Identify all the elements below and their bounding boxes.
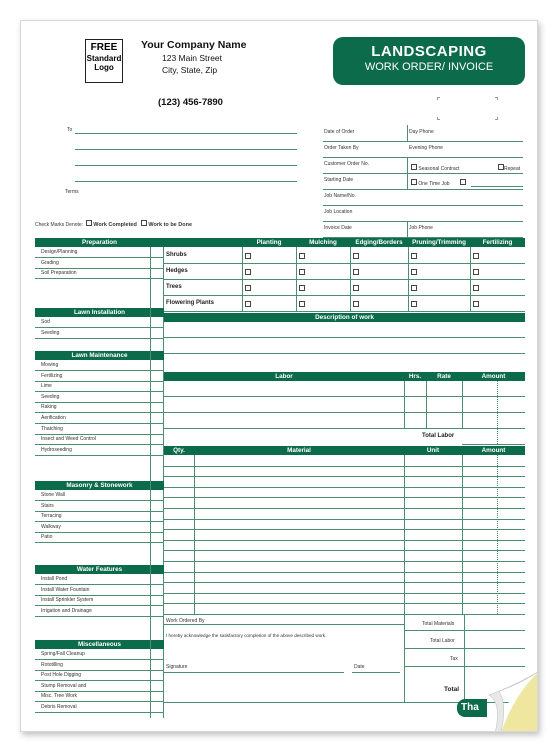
service-row-line[interactable]	[35, 402, 164, 403]
planting-row-label: Trees	[166, 284, 182, 290]
service-item: Soil Preparation	[41, 270, 77, 277]
section-header-lawn-installation: Lawn Installation	[35, 308, 164, 317]
service-check-column	[150, 247, 151, 718]
total-labor-label: Total Labor	[430, 638, 455, 644]
service-item: Sod	[41, 319, 50, 325]
service-item: Insect and Weed Control	[41, 436, 96, 443]
service-item: Spring/Fall Cleanup	[41, 651, 85, 657]
section-header-lawn-maintenance: Lawn Maintenance	[35, 351, 164, 360]
seasonal-contract-label: Seasonal Contract	[418, 166, 460, 172]
service-row-line[interactable]	[35, 434, 164, 435]
service-item: Stairs	[41, 502, 54, 509]
material-row-line[interactable]	[164, 476, 525, 477]
material-column-divider	[194, 455, 195, 614]
planting-column-divider	[350, 247, 351, 312]
planting-checkbox[interactable]	[411, 301, 417, 307]
planting-column-header: Fertilizing	[482, 239, 513, 246]
material-row-line[interactable]	[164, 497, 525, 498]
labor-column-divider	[462, 381, 463, 428]
description-line[interactable]	[164, 353, 525, 354]
planting-checkbox[interactable]	[299, 253, 305, 259]
work-to-be-done-label: Work to be Done	[148, 222, 193, 228]
check-marks-legend	[35, 220, 192, 228]
crop-mark	[495, 117, 498, 120]
material-row-line[interactable]	[164, 540, 525, 541]
service-item: Fertilizing	[41, 372, 63, 379]
one-time-job-label: One Time Job	[418, 181, 450, 187]
planting-column-header: Pruning/Trimming	[412, 239, 466, 246]
service-item: Thatching	[41, 425, 63, 432]
labor-column-divider	[497, 381, 498, 444]
repeat-label: Repeat	[504, 166, 521, 172]
to-line[interactable]	[75, 149, 297, 150]
planting-checkbox[interactable]	[473, 269, 479, 275]
service-row-line[interactable]	[35, 670, 164, 671]
day-phone-label: Day Phone	[409, 129, 434, 135]
material-column-divider	[497, 455, 498, 614]
service-item: Terracing	[41, 513, 62, 520]
thank-you-banner: Tha	[457, 699, 487, 717]
service-item: Stone Wall	[41, 492, 65, 498]
crop-mark	[437, 117, 440, 120]
signature-label: Signature	[166, 664, 188, 670]
service-item: Seeding	[41, 329, 60, 336]
material-table	[164, 446, 525, 614]
seasonal-contract-option[interactable]	[411, 164, 460, 172]
service-item: Stump Removal and	[41, 682, 87, 689]
logo-line1: FREE	[90, 42, 118, 53]
logo-placeholder	[85, 39, 123, 83]
planting-column-header: Mulching	[309, 239, 337, 246]
service-row-line[interactable]	[35, 521, 164, 522]
service-row-line[interactable]	[35, 278, 164, 279]
planting-grid	[164, 238, 525, 312]
service-row-line[interactable]	[35, 391, 164, 392]
material-row-line[interactable]	[164, 550, 525, 551]
document-subtitle: WORK ORDER/ INVOICE	[364, 61, 494, 73]
planting-column-divider	[296, 247, 297, 312]
labor-row-line[interactable]	[164, 412, 525, 413]
planting-column-header: Planting	[256, 239, 282, 246]
other-option[interactable]	[460, 179, 466, 187]
service-item: Hydroseeding	[41, 446, 72, 453]
service-row-line[interactable]	[35, 680, 164, 681]
work-ordered-by-label: Work Ordered By	[166, 618, 205, 624]
material-row-line[interactable]	[164, 487, 525, 488]
planting-row-label: Flowering Plants	[166, 300, 215, 306]
service-row-line[interactable]	[35, 542, 164, 543]
service-row-line[interactable]	[35, 605, 164, 606]
tax-label: Tax	[450, 656, 458, 662]
seasonal-contract-checkbox[interactable]	[411, 164, 417, 170]
terms-label: Terms	[65, 189, 79, 195]
planting-column-divider	[470, 247, 471, 312]
total-labor-row-label: Total Labor	[422, 433, 455, 439]
planting-checkbox[interactable]	[353, 301, 359, 307]
logo-line3: Logo	[94, 63, 114, 72]
service-row-line[interactable]	[35, 327, 164, 328]
service-item: Debris Removal	[41, 704, 77, 710]
crop-mark	[437, 97, 440, 100]
to-label: To	[67, 127, 73, 133]
acknowledgement-text: I hereby acknowledge the satisfactory completion of the above described work.	[166, 633, 327, 638]
work-to-be-done-checkbox	[141, 220, 147, 226]
service-item: Install Sprinkler System	[41, 597, 94, 604]
material-header: Material	[287, 447, 311, 454]
planting-checkbox[interactable]	[473, 301, 479, 307]
material-row-line[interactable]	[164, 593, 525, 594]
to-line[interactable]	[75, 133, 297, 134]
one-time-job-option[interactable]	[411, 179, 450, 187]
planting-checkbox[interactable]	[299, 269, 305, 275]
planting-checkbox[interactable]	[299, 285, 305, 291]
starting-date-label: Starting Date	[324, 177, 354, 183]
service-row-line[interactable]	[35, 444, 164, 445]
invoice-date-label: Invoice Date	[324, 225, 352, 231]
planting-checkbox[interactable]	[245, 301, 251, 307]
to-line[interactable]	[75, 165, 297, 166]
planting-checkbox[interactable]	[299, 301, 305, 307]
service-row-line[interactable]	[35, 455, 164, 456]
planting-checkbox[interactable]	[473, 285, 479, 291]
service-row-line[interactable]	[35, 381, 164, 382]
signature-line[interactable]	[164, 672, 344, 673]
planting-checkbox[interactable]	[245, 269, 251, 275]
material-column-divider	[404, 455, 405, 614]
material-row-line[interactable]	[164, 561, 525, 562]
company-phone: (123) 456-7890	[158, 97, 223, 108]
check-marks-label: Check Marks Denote:	[35, 222, 84, 228]
service-row-line[interactable]	[35, 511, 164, 512]
repeat-option[interactable]	[498, 164, 520, 172]
company-city: City, State, Zip	[162, 65, 218, 75]
company-name: Your Company Name	[141, 39, 247, 51]
labor-column-divider	[426, 381, 427, 428]
material-unit-header: Unit	[426, 447, 440, 454]
work-completed-label: Work Completed	[93, 222, 137, 228]
order-taken-by-label: Order Taken By	[324, 145, 359, 151]
service-item: Post Hole Digging	[41, 672, 82, 679]
planting-checkbox[interactable]	[245, 285, 251, 291]
material-column-divider	[462, 455, 463, 614]
planting-checkbox[interactable]	[245, 253, 251, 259]
footer-section	[164, 614, 525, 702]
service-row-line[interactable]	[35, 691, 164, 692]
planting-column-header: Edging/Borders	[355, 239, 403, 246]
description-header: Description of work	[164, 313, 525, 322]
labor-row-line[interactable]	[164, 396, 525, 397]
service-item: Misc. Tree Work	[41, 693, 78, 700]
planting-checkbox[interactable]	[411, 253, 417, 259]
service-item: Seeding	[41, 393, 60, 400]
material-row-line[interactable]	[164, 603, 525, 604]
services-column	[35, 238, 164, 718]
planting-row-label: Hedges	[166, 268, 188, 274]
service-item: Patio	[41, 534, 53, 541]
section-header-masonry-stonework: Masonry & Stonework	[35, 481, 164, 490]
service-row-line[interactable]	[35, 500, 164, 501]
labor-header: Labor	[275, 373, 293, 380]
service-row-line[interactable]	[35, 701, 164, 702]
planting-row-label: Shrubs	[166, 252, 187, 258]
work-completed-checkbox	[86, 220, 92, 226]
material-row-line[interactable]	[164, 466, 525, 467]
service-item: Aerification	[41, 415, 66, 421]
document-title: LANDSCAPING	[371, 43, 487, 60]
labor-column-divider	[404, 381, 405, 428]
labor-row-line[interactable]	[164, 428, 525, 429]
service-item: Rototilling	[41, 661, 63, 668]
title-banner	[333, 37, 525, 85]
date-label: Date	[354, 664, 365, 670]
service-item: Design/Planning	[41, 249, 78, 255]
date-of-order-label: Date of Order	[324, 129, 355, 135]
service-row-line[interactable]	[35, 712, 164, 713]
description-line[interactable]	[164, 337, 525, 338]
section-header-water-features: Water Features	[35, 565, 164, 574]
service-row-line[interactable]	[35, 584, 164, 585]
other-checkbox[interactable]	[460, 179, 466, 185]
order-info-grid	[323, 125, 523, 237]
planting-checkbox[interactable]	[353, 253, 359, 259]
material-row-line[interactable]	[164, 582, 525, 583]
service-row-line[interactable]	[35, 423, 164, 424]
planting-checkbox[interactable]	[353, 285, 359, 291]
service-row-line[interactable]	[35, 338, 164, 339]
material-row-line[interactable]	[164, 529, 525, 530]
material-row-line[interactable]	[164, 508, 525, 509]
logo-line2: Standard	[86, 54, 122, 63]
material-amount-header: Amount	[481, 447, 506, 454]
service-row-line[interactable]	[35, 595, 164, 596]
crop-mark	[495, 97, 498, 100]
service-row-line[interactable]	[35, 268, 164, 269]
planting-column-divider	[242, 247, 243, 312]
material-qty-header: Qty.	[173, 447, 185, 454]
labor-rate-header: Rate	[437, 373, 451, 380]
material-row-line[interactable]	[164, 519, 525, 520]
planting-column-divider	[408, 247, 409, 312]
planting-checkbox[interactable]	[411, 285, 417, 291]
service-row-line[interactable]	[35, 532, 164, 533]
company-street: 123 Main Street	[162, 53, 223, 63]
service-item: Raking	[41, 404, 57, 411]
date-line[interactable]	[352, 672, 400, 673]
total-materials-label: Total Materials	[422, 621, 455, 627]
one-time-job-checkbox[interactable]	[411, 179, 417, 185]
page-curl-icon	[481, 669, 538, 732]
labor-amount-header: Amount	[481, 373, 506, 380]
service-row-line[interactable]	[35, 412, 164, 413]
evening-phone-label: Evening Phone	[409, 145, 443, 151]
service-item: Irrigation and Drainage	[41, 607, 92, 614]
service-item: Grading	[41, 259, 59, 266]
service-item: Walkway	[41, 523, 61, 530]
labor-hrs-header: Hrs.	[408, 373, 422, 380]
description-section	[164, 313, 525, 322]
service-row-line[interactable]	[35, 370, 164, 371]
job-phone-label: Job Phone	[409, 225, 433, 231]
service-row-line[interactable]	[35, 257, 164, 258]
invoice-sheet	[20, 20, 538, 732]
service-item: Install Water Fountain	[41, 586, 90, 593]
to-line[interactable]	[75, 181, 297, 182]
section-header-miscellaneous: Miscellaneous	[35, 640, 164, 649]
planting-checkbox[interactable]	[353, 269, 359, 275]
material-row-line[interactable]	[164, 572, 525, 573]
service-item: Mowing	[41, 362, 59, 368]
labor-table	[164, 372, 525, 444]
planting-checkbox[interactable]	[411, 269, 417, 275]
service-item: Install Pond	[41, 576, 68, 582]
customer-order-no-label: Customer Order No.	[324, 161, 370, 167]
planting-checkbox[interactable]	[473, 253, 479, 259]
service-row-line[interactable]	[35, 616, 164, 617]
section-header-preparation: Preparation	[35, 238, 164, 247]
job-name-label: Job Name/No.	[324, 193, 356, 199]
service-item: Lime	[41, 383, 52, 390]
job-location-label: Job Location	[324, 209, 353, 215]
total-label: Total	[444, 686, 460, 693]
service-row-line[interactable]	[35, 659, 164, 660]
